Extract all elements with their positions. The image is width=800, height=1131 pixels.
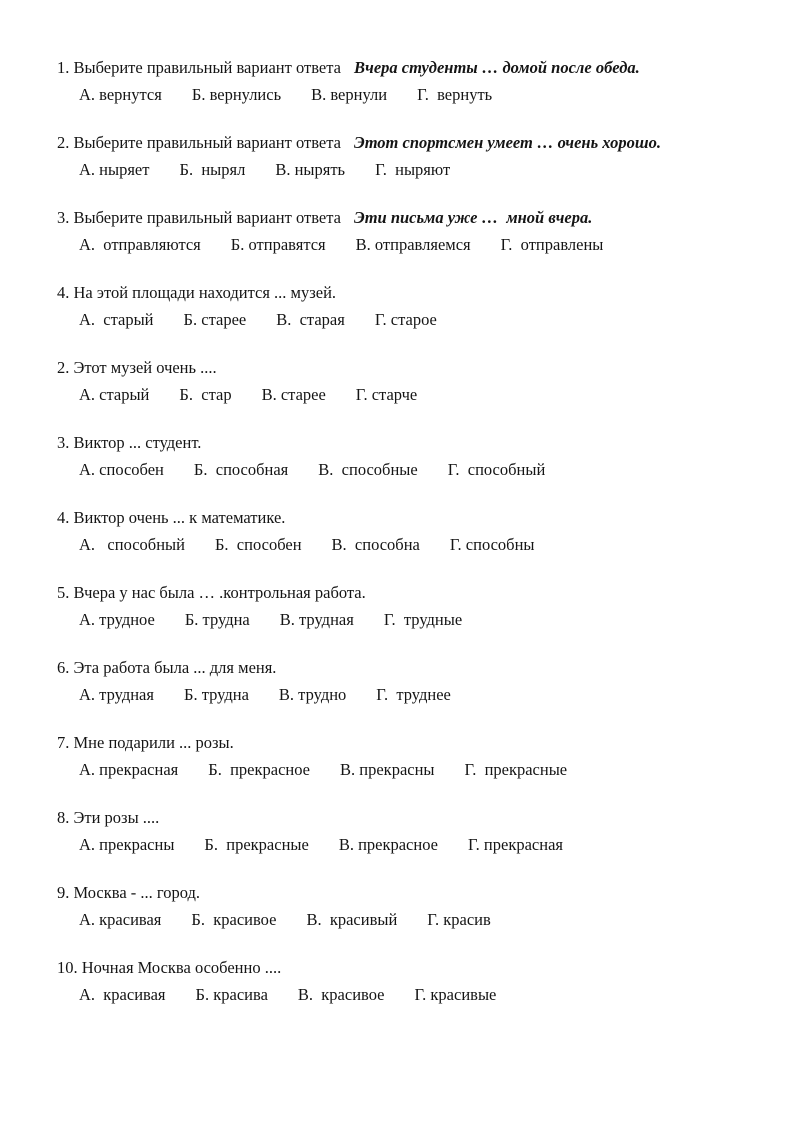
answer-option: А. способный xyxy=(79,535,185,554)
answer-option: Г. труднее xyxy=(376,685,451,704)
answer-option: В. трудно xyxy=(278,685,347,704)
answer-option: Б. вернулись xyxy=(191,85,282,104)
answer-option: В. отправляемся xyxy=(355,235,471,254)
answer-option: В. старее xyxy=(261,385,326,404)
question-prompt-line xyxy=(57,204,745,231)
question-block xyxy=(57,954,745,1008)
answer-option: В. прекрасны xyxy=(340,760,435,779)
answer-option: В. вернули xyxy=(311,85,388,104)
options-line xyxy=(57,456,745,483)
question-number: 7. xyxy=(57,733,70,752)
question-number: 3. xyxy=(57,208,70,227)
answer-option: Г. вернуть xyxy=(417,85,493,104)
question-number: 4. xyxy=(57,508,70,527)
answer-option: Б. способен xyxy=(214,535,302,554)
question-prompt: Ночная Москва особенно .... xyxy=(81,958,282,977)
question-prompt-line xyxy=(57,729,745,756)
answer-option: Б. стар xyxy=(179,385,232,404)
answer-option: В. прекрасное xyxy=(338,835,438,854)
question-emphasis: Этот спортсмен умеет … очень хорошо. xyxy=(353,133,661,152)
answer-option: А. прекрасны xyxy=(79,835,175,854)
question-prompt-line xyxy=(57,279,745,306)
answer-option: В. способные xyxy=(318,460,418,479)
question-prompt: Выберите правильный вариант ответа xyxy=(73,133,341,152)
answer-option: Б. старее xyxy=(183,310,247,329)
question-number: 4. xyxy=(57,283,70,302)
options-line xyxy=(57,981,745,1008)
question-prompt: На этой площади находится ... музей. xyxy=(73,283,337,302)
question-number: 1. xyxy=(57,58,70,77)
answer-option: Б. нырял xyxy=(179,160,246,179)
options-line xyxy=(57,831,745,858)
answer-option: Г. трудные xyxy=(383,610,463,629)
answer-option: Б. трудна xyxy=(183,685,249,704)
answer-option: Б. прекрасное xyxy=(208,760,311,779)
question-number: 10. xyxy=(57,958,78,977)
answer-option: В. трудная xyxy=(279,610,354,629)
answer-option: А. красивая xyxy=(79,985,166,1004)
question-block xyxy=(57,54,745,108)
question-emphasis: Эти письма уже … мной вчера. xyxy=(353,208,593,227)
question-prompt: Эта работа была ... для меня. xyxy=(73,658,277,677)
answer-option: Г. способны xyxy=(449,535,535,554)
answer-option: Б. красива xyxy=(195,985,268,1004)
answer-option: Г. старое xyxy=(374,310,437,329)
question-block xyxy=(57,129,745,183)
question-number: 9. xyxy=(57,883,70,902)
answer-option: В. способна xyxy=(331,535,420,554)
options-line xyxy=(57,531,745,558)
question-block xyxy=(57,729,745,783)
answer-option: Г. прекрасные xyxy=(464,760,568,779)
options-line xyxy=(57,756,745,783)
question-prompt-line xyxy=(57,354,745,381)
answer-option: Г. способный xyxy=(447,460,546,479)
answer-option: Г. красив xyxy=(427,910,491,929)
question-block xyxy=(57,804,745,858)
answer-option: А. старый xyxy=(79,310,154,329)
question-prompt-line xyxy=(57,654,745,681)
options-line xyxy=(57,906,745,933)
question-prompt-line xyxy=(57,879,745,906)
question-number: 8. xyxy=(57,808,70,827)
question-list xyxy=(57,54,745,1008)
question-block xyxy=(57,579,745,633)
options-line xyxy=(57,381,745,408)
options-line xyxy=(57,81,745,108)
answer-option: Г. красивые xyxy=(414,985,497,1004)
answer-option: А. прекрасная xyxy=(79,760,179,779)
answer-option: В. нырять xyxy=(275,160,346,179)
question-prompt: Выберите правильный вариант ответа xyxy=(73,208,341,227)
question-prompt: Эти розы .... xyxy=(73,808,160,827)
question-block xyxy=(57,879,745,933)
question-number: 2. xyxy=(57,133,70,152)
question-number: 2. xyxy=(57,358,70,377)
options-line xyxy=(57,231,745,258)
answer-option: В. старая xyxy=(276,310,345,329)
options-line xyxy=(57,606,745,633)
question-block xyxy=(57,504,745,558)
question-prompt: Виктор очень ... к математике. xyxy=(73,508,286,527)
question-prompt-line xyxy=(57,54,745,81)
question-block xyxy=(57,654,745,708)
question-prompt-line xyxy=(57,429,745,456)
question-prompt: Выберите правильный вариант ответа xyxy=(73,58,341,77)
options-line xyxy=(57,306,745,333)
answer-option: А. отправляются xyxy=(79,235,201,254)
answer-option: Г. отправлены xyxy=(500,235,604,254)
question-number: 6. xyxy=(57,658,70,677)
question-number: 3. xyxy=(57,433,70,452)
question-prompt-line xyxy=(57,579,745,606)
answer-option: А. ныряет xyxy=(79,160,150,179)
question-block xyxy=(57,429,745,483)
answer-option: А. старый xyxy=(79,385,150,404)
question-number: 5. xyxy=(57,583,70,602)
question-emphasis: Вчера студенты … домой после обеда. xyxy=(353,58,640,77)
answer-option: А. способен xyxy=(79,460,164,479)
question-prompt: Вчера у нас была … .контрольная работа. xyxy=(73,583,366,602)
answer-option: Б. красивое xyxy=(191,910,277,929)
answer-option: Б. способная xyxy=(193,460,289,479)
question-prompt: Москва - ... город. xyxy=(73,883,201,902)
question-prompt-line xyxy=(57,129,745,156)
answer-option: А. трудное xyxy=(79,610,155,629)
answer-option: В. красивый xyxy=(306,910,398,929)
answer-option: Г. ныряют xyxy=(375,160,451,179)
options-line xyxy=(57,681,745,708)
question-prompt: Этот музей очень .... xyxy=(73,358,217,377)
answer-option: Г. старче xyxy=(355,385,418,404)
question-prompt-line xyxy=(57,504,745,531)
answer-option: Г. прекрасная xyxy=(468,835,563,854)
answer-option: Б. отправятся xyxy=(230,235,326,254)
answer-option: А. трудная xyxy=(79,685,154,704)
question-block xyxy=(57,354,745,408)
answer-option: Б. трудна xyxy=(184,610,250,629)
question-prompt: Мне подарили ... розы. xyxy=(73,733,234,752)
answer-option: А. красивая xyxy=(79,910,162,929)
question-prompt-line xyxy=(57,804,745,831)
answer-option: А. вернутся xyxy=(79,85,162,104)
question-block xyxy=(57,279,745,333)
question-prompt: Виктор ... студент. xyxy=(73,433,202,452)
question-prompt-line xyxy=(57,954,745,981)
options-line xyxy=(57,156,745,183)
question-block xyxy=(57,204,745,258)
answer-option: В. красивое xyxy=(297,985,385,1004)
answer-option: Б. прекрасные xyxy=(204,835,309,854)
